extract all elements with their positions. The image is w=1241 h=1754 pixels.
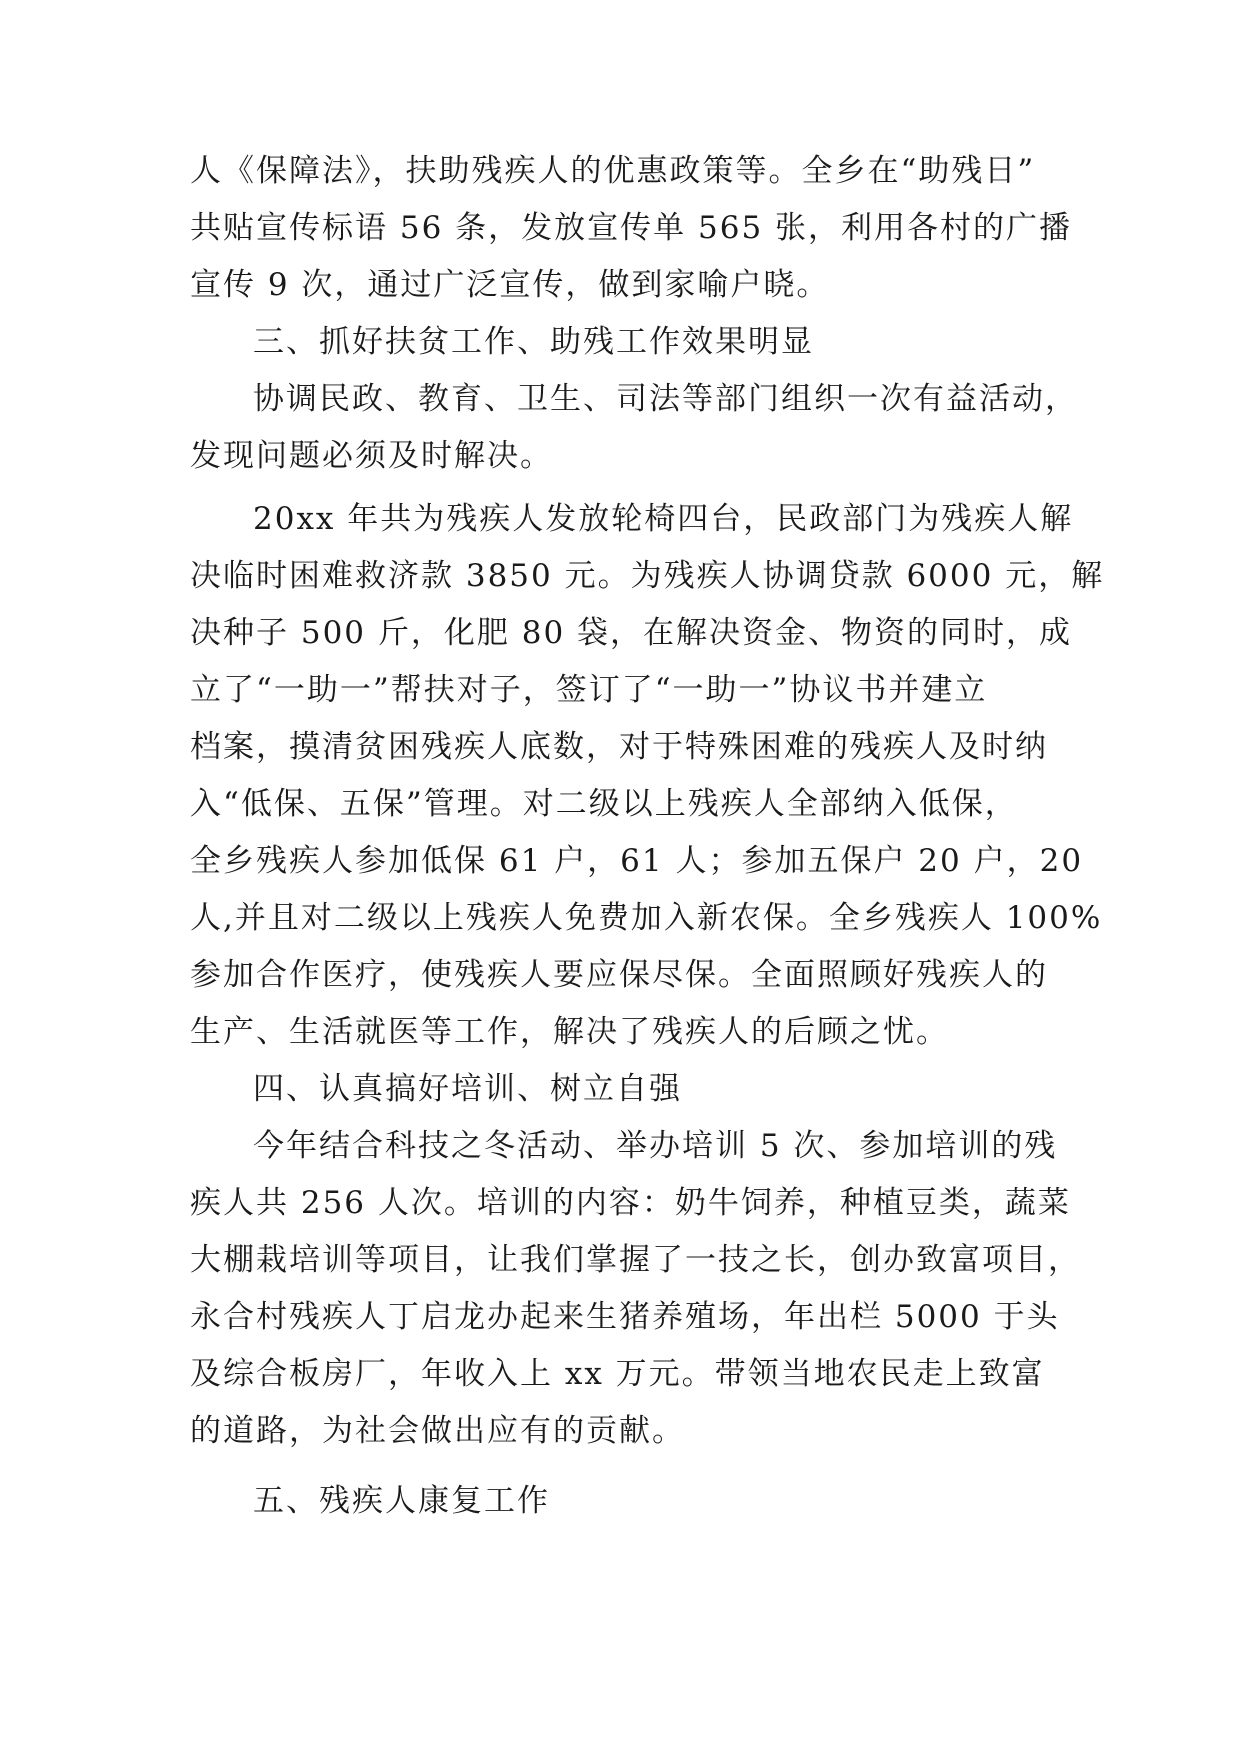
body-text-line: 疾人共 256 人次。培训的内容：奶牛饲养，种植豆类，蔬菜 — [190, 1185, 1071, 1221]
body-text-line: 的道路，为社会做出应有的贡献。 — [190, 1413, 685, 1449]
body-text-line: 今年结合科技之冬活动、举办培训 5 次、参加培训的残 — [253, 1128, 1058, 1164]
body-text-line: 立了“一助一”帮扶对子，签订了“一助一”协议书并建立 — [190, 672, 988, 708]
body-text-line: 全乡残疾人参加低保 61 户，61 人；参加五保户 20 户，20 — [190, 843, 1084, 879]
body-text-line: 永合村残疾人丁启龙办起来生猪养殖场，年出栏 5000 于头 — [190, 1299, 1060, 1335]
body-text-line: 大棚栽培训等项目，让我们掌握了一技之长，创办致富项目， — [190, 1242, 1081, 1278]
body-text-line: 人《保障法》，扶助残疾人的优惠政策等。全乡在“助残日” — [190, 153, 1036, 189]
body-text-line: 发现问题必须及时解决。 — [190, 438, 553, 474]
body-text-line: 协调民政、教育、卫生、司法等部门组织一次有益活动， — [253, 381, 1078, 417]
body-text-line: 共贴宣传标语 56 条，发放宣传单 565 张，利用各村的广播 — [190, 210, 1073, 246]
section-heading-4: 四、认真搞好培训、树立自强 — [253, 1071, 682, 1107]
body-text-line: 决临时困难救济款 3850 元。为残疾人协调贷款 6000 元，解 — [190, 558, 1105, 594]
section-heading-3: 三、抓好扶贫工作、助残工作效果明显 — [253, 324, 814, 360]
body-text-line: 人,并且对二级以上残疾人免费加入新农保。全乡残疾人 100% — [190, 900, 1103, 936]
body-text-line: 决种子 500 斤，化肥 80 袋，在解决资金、物资的同时，成 — [190, 615, 1073, 651]
section-heading-5: 五、残疾人康复工作 — [253, 1483, 550, 1519]
body-text-line: 入“低保、五保”管理。对二级以上残疾人全部纳入低保， — [190, 786, 1018, 822]
body-text-line: 宣传 9 次，通过广泛宣传，做到家喻户晓。 — [190, 267, 830, 303]
body-text-line: 及综合板房厂，年收入上 xx 万元。带领当地农民走上致富 — [190, 1356, 1045, 1392]
body-text-line: 参加合作医疗，使残疾人要应保尽保。全面照顾好残疾人的 — [190, 957, 1048, 993]
body-text-line: 20xx 年共为残疾人发放轮椅四台，民政部门为残疾人解 — [253, 501, 1074, 537]
body-text-line: 档案，摸清贫困残疾人底数，对于特殊困难的残疾人及时纳 — [190, 729, 1048, 765]
body-text-line: 生产、生活就医等工作，解决了残疾人的后顾之忧。 — [190, 1014, 949, 1050]
